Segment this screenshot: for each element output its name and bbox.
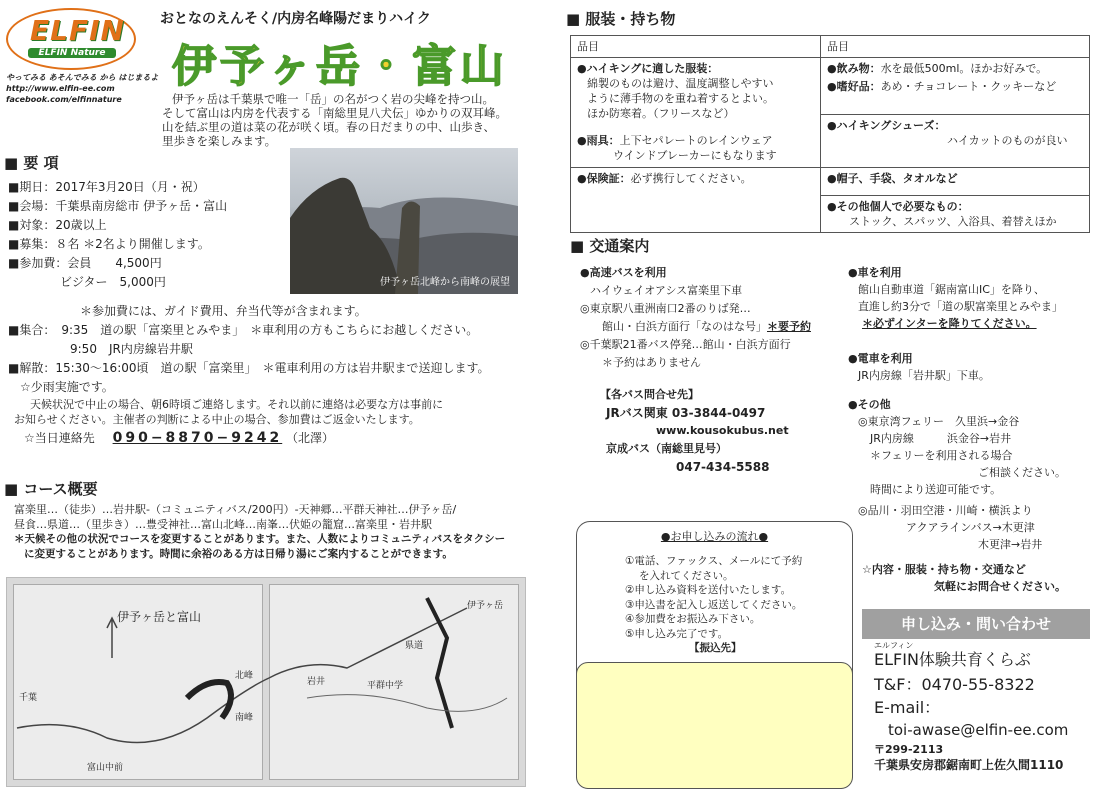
course-heading: ■ コース概要 xyxy=(4,480,98,498)
contact-email[interactable]: toi-awase@elfin-ee.com xyxy=(888,721,1069,739)
map-title: 伊予ヶ岳と富山 xyxy=(117,610,202,624)
fee-note: ＊参加費には、ガイド費用、弁当代等が含まれます。 xyxy=(80,304,367,318)
course-map: 伊予ヶ岳と富山 北峰 南峰 富山中前 平群中学 岩井 千葉 県道 伊予ヶ岳 xyxy=(6,577,526,787)
transfer-info-box xyxy=(576,662,853,789)
apply-inquiry-button[interactable]: 申し込み・問い合わせ xyxy=(862,609,1090,639)
event-fee: ■参加費：会員 4,500円 xyxy=(8,256,162,270)
jr-bus-phone[interactable]: JRバス関東 03-3844-0497 xyxy=(606,406,766,420)
hat-cell: ●帽子、手袋、タオルなど xyxy=(821,168,1090,196)
course-text: 富楽里…（徒歩）…岩井駅-（コミュニティバス/200円）-天神郷…平群天神社…伊予ヶ岳/ 昼食…県道…（里歩き）…豊受神社…富山北峰…南峯…伏姫の籠窟…富楽里・岩井駅 ＊天候その他の状況でコースを変更することがあります。また、人数によりコミュニティバスをタクシー に変更することがあります。時間に余裕のある方は日帰り湯にご案内することができます。 xyxy=(14,503,506,560)
event-capacity: ■募集：８名 ＊2名より開催します。 xyxy=(8,237,210,251)
hiking-wear-cell: ●ハイキングに適した服装： 綿製のものは避け、温度調整しやすい ように薄手物のを重ね着するとよい。 ほか防寒着。（フリースなど） ●雨具：上下セパレートのレインウェア ウインドブレーカーにもなります xyxy=(571,58,821,168)
intro-text: 伊予ヶ岳は千葉県で唯一「岳」の名がつく岩の尖峰を持つ山。 そして富山は内房を代表する「南総里見八犬伝」ゆかりの双耳峰。 山を結ぶ里の道は菜の花が咲く頃。春の日だまりの中、山歩き、 里歩きを楽しみます。 xyxy=(162,92,507,148)
event-fee-visitor: ビジター 5,000円 xyxy=(60,275,166,289)
keisei-bus-phone[interactable]: 047-434-5588 xyxy=(676,460,770,474)
cancel-note-2: お知らせください。主催者の判断による中止の場合、参加費はご返金いたします。 xyxy=(14,413,420,426)
map-drawing xyxy=(7,578,527,788)
day-contact-phone[interactable]: 090−8870−9242 xyxy=(112,430,283,446)
clothing-col-1: 品目 xyxy=(571,36,821,58)
org-name: ELFIN体験共育くらぶ xyxy=(874,650,1031,669)
email-label: E-mail： xyxy=(874,698,941,717)
page-title: 伊予ヶ岳・富山 xyxy=(172,41,508,92)
clothing-table xyxy=(570,35,1090,233)
dismissal: ■解散：15:30〜16:00頃 道の駅「富楽里」 ＊電車利用の方は岩井駅まで送迎します。 xyxy=(8,361,490,375)
event-venue: ■会場：千葉県南房総市 伊予ヶ岳・富山 xyxy=(8,199,228,213)
rain-note: ☆少雨実施です。 xyxy=(20,380,114,394)
meeting-2: 9:50 JR内房線岩井駅 xyxy=(70,342,193,356)
day-contact: ☆当日連絡先 090−8870−9242 （北澤） xyxy=(24,430,335,446)
flow-steps: ①電話、ファックス、メールにて予約 を入れてください。 ②申し込み資料を送付いたします。 ③申込書を記入し返送してください。 ④参加費をお振込み下さい。 ⑤申し込み完了です。 【振込先】 xyxy=(625,555,803,654)
insurance-cell: ●保険証：必ず携行してください。 xyxy=(571,168,821,233)
tagline-text: やってみる あそんでみる から はじまるよ xyxy=(6,73,159,82)
outline-list-2 xyxy=(8,302,528,448)
catch-copy: おとなのえんそく/内房名峰陽だまりハイク xyxy=(160,11,431,27)
clothing-heading: ■ 服装・持ち物 xyxy=(566,10,676,28)
shoes-cell: ●ハイキングシューズ： ハイカットのものが良い xyxy=(821,115,1090,168)
outline-heading: ■ 要 項 xyxy=(4,154,59,172)
address: 千葉県安房郡鋸南町上佐久間1110 xyxy=(874,758,1064,772)
tagline xyxy=(6,72,158,105)
meeting-1: ■集合： 9:35 道の駅「富楽里とみやま」 ＊車利用の方もこちらにお越しください。 xyxy=(8,323,479,337)
outline-list xyxy=(8,178,288,292)
mountain-photo xyxy=(290,148,518,294)
contact-tel[interactable]: T&F：0470-55-8322 xyxy=(874,675,1035,694)
drink-cell: ●飲み物：水を最低500ml。ほかお好みで。 ●嗜好品：あめ・チョコレート・クッキーなど xyxy=(821,58,1090,115)
photo-caption: 伊予ヶ岳北峰から南峰の展望 xyxy=(380,277,510,288)
other-items-cell: ●その他個人で必要なもの： ストック、スパッツ、入浴具、着替えほか xyxy=(821,196,1090,233)
car-section: ●車を利用 館山自動車道「鋸南富山IC」を降り、 直進し約3分で「道の駅富楽里とみやま」 ＊必ずインターを降りてください。 ●電車を利用 JR内房線「岩井駅」下車。 ●その他 ◎東京湾フェリー 久里浜→金谷 JR内房線 浜金谷→岩井 ＊フェリーを利用される場合 ご相談ください。 時間により送迎可能です。 ◎品川・羽田空港・川崎・横浜より アクアラインバス→木更津 木更津→岩井 ☆内容・服装・持ち物・交通など 気軽にお問合せください。 xyxy=(848,266,1066,593)
transport-heading: ■ 交通案内 xyxy=(570,237,650,255)
elfin-logo xyxy=(6,8,136,70)
event-target: ■対象：20歳以上 xyxy=(8,218,107,232)
website-link[interactable]: http://www.elfin-ee.com xyxy=(6,84,115,93)
contact-block: エルフィン ELFIN体験共育くらぶ T&F：0470-55-8322 E-mail： toi-awase@elfin-ee.com 〒299-2113 千葉県安房郡鋸南町上佐久間1110 xyxy=(874,640,1094,773)
logo-sub: ELFIN Nature xyxy=(28,48,116,58)
bus-section: ●高速バスを利用 ハイウェイオアシス富楽里下車 ◎東京駅八重洲南口2番のりば発… 館山・白浜方面行「なのはな号」＊要予約 ◎千葉駅21番バス停発…館山・白浜方面行 ＊予約はありません 【各バス問合せ先】 JRバス関東 03-3844-0497 www.kousokubus.net 京成バス（南総里見号） 047-434-5588 xyxy=(580,264,850,476)
zip-code: 〒299-2113 xyxy=(874,743,944,756)
flow-title: ●お申し込みの流れ● xyxy=(660,530,769,543)
event-date: ■期日：2017年3月20日（月・祝） xyxy=(8,180,205,194)
cancel-note-1: 天候状況で中止の場合、朝6時頃ご連絡します。それ以前に連絡は必要な方は事前に xyxy=(30,398,444,411)
logo-brand: ELFIN xyxy=(30,14,125,47)
clothing-col-2: 品目 xyxy=(821,36,1090,58)
facebook-link[interactable]: facebook.com/elfinnature xyxy=(6,95,122,104)
bus-website[interactable]: www.kousokubus.net xyxy=(656,424,789,437)
